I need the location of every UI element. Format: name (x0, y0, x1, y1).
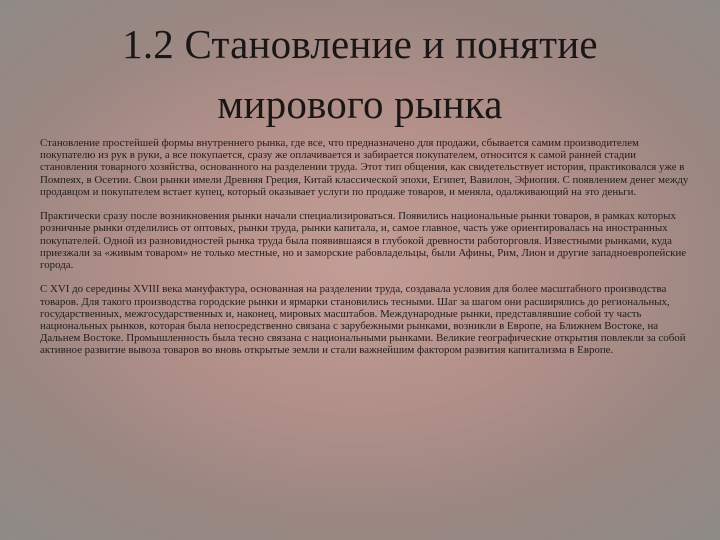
title-line-2: мирового рынка (217, 81, 503, 127)
slide-body (40, 137, 692, 369)
title-line-1: 1.2 Становление и понятие (122, 21, 598, 67)
paragraph-2: Практически сразу после возникновения рынки начали специализироваться. Появились национальные рынки товаров, в рамках которых розничные рынки отделились от оптовых, рынки труда, рынки капитала, и, самое главное, часть уже ориентировалась на иностранных покупателей. Одной из разновидностей рынка труда была появившаяся в глубокой древности работорговля. Известными рынками, куда приезжали за «живым товаром» не только местные, но и заморские рабовладельцы, были Афины, Рим, Лион и другие западноевропейские города. (40, 210, 687, 272)
slide-title (40, 14, 680, 134)
paragraph-1: Становление простейшей формы внутреннего рынка, где все, что предназначено для продажи, сбывается самим производителем покупателю из рук в руки, а все покупается, сразу же оплачивается и забирается покупателем, относится к самой ранней стадии становления товарного хозяйства, основанного на разделении труда. Этот тип общения, как свидетельствует история, практиковался уже в Помпеях, в Осетии. Свои рынки имели Древняя Греция, Китай классической эпохи, Египет, Вавилон, Эфиопия. С появлением денег между продавцом и покупателем встает купец, который оказывает услуги по продаже товаров, и меняла, одалживающий на это деньги. (40, 137, 689, 198)
paragraph-3: С XVI до середины XVIII века мануфактура, основанная на разделении труда, создавала условия для более масштабного производства товаров. Для такого производства городские рынки и ярмарки становились тесными. Шаг за шагом они расширялись до региональных, государственных, межгосударственных и, наконец, мировых масштабов. Международные рынки, представлявшие собой ту часть национальных рынков, которая была непосредственно связана с зарубежными рынками, возникли в Европе, на Ближнем Востоке, на Дальнем Востоке. Промышленность была тесно связана с национальными рынками. Великие географические открытия повлекли за собой активное развитие вывоза товаров во вновь открытые земли и стали важнейшим фактором развития капитализма в Европе. (40, 283, 686, 357)
